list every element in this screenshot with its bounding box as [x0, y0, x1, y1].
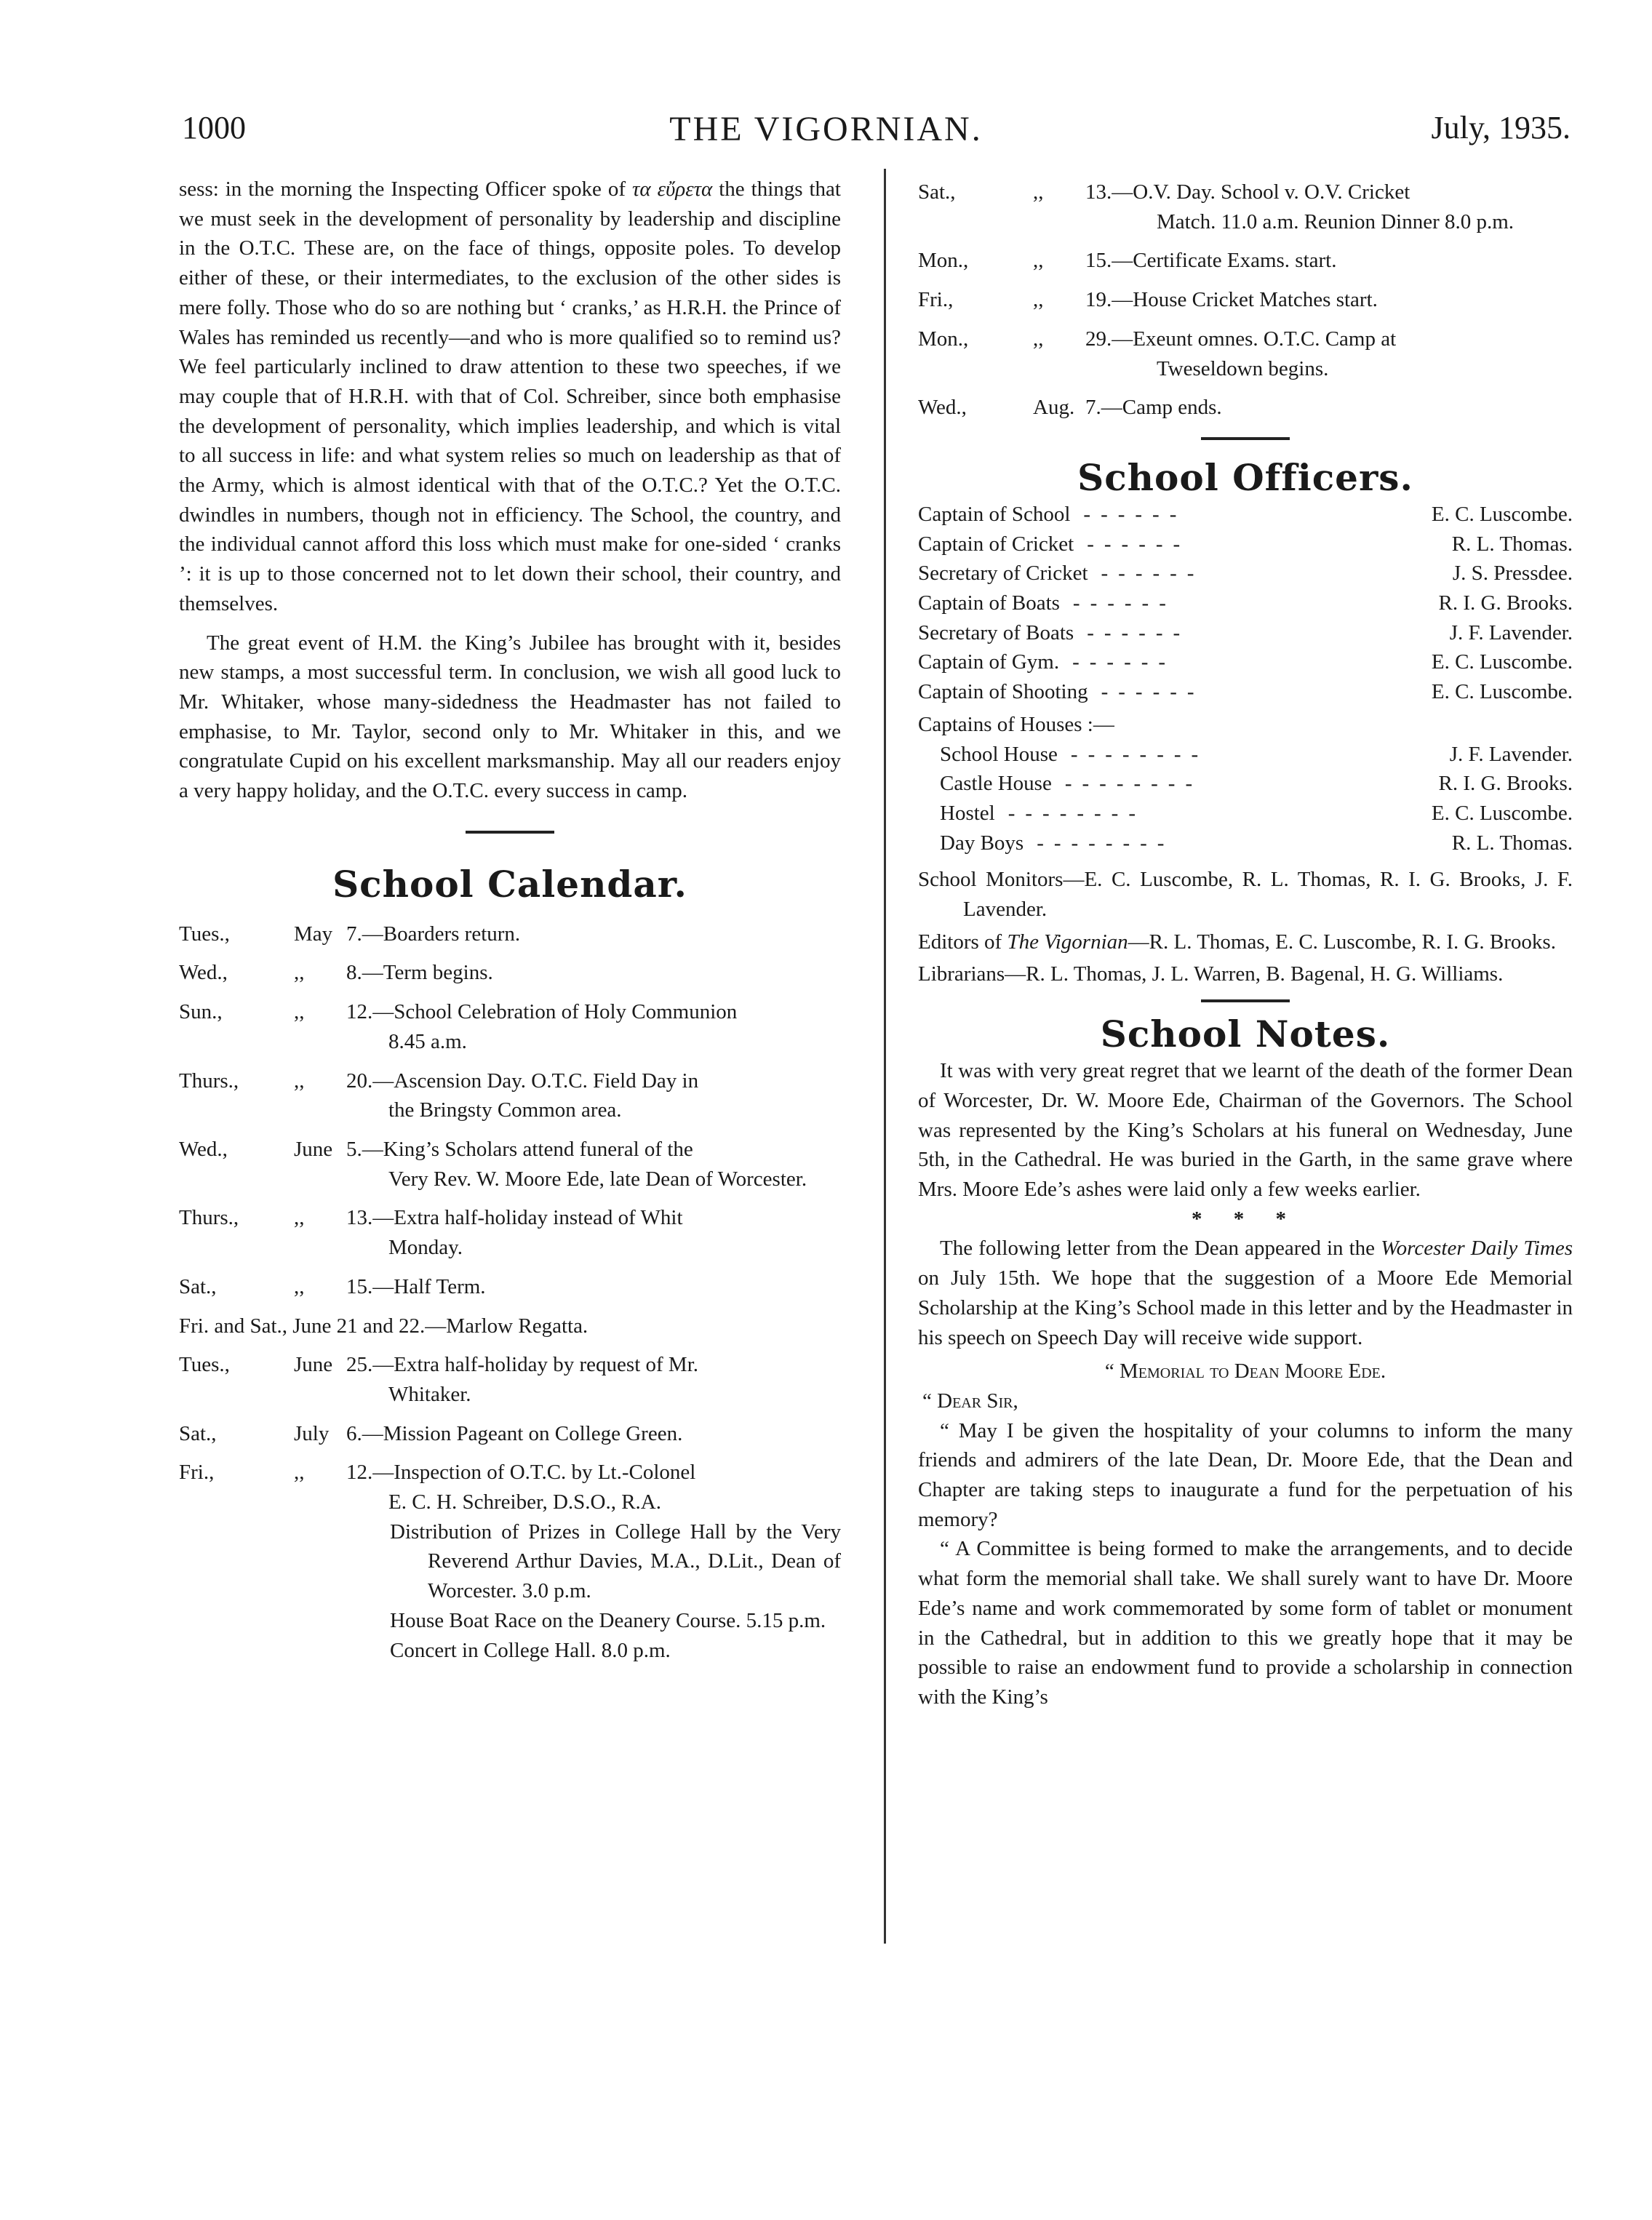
monitors-entry: School Monitors—E. C. Luscombe, R. L. Thomas, R. I. G. Brooks, J. F. Lavender.: [918, 868, 1573, 922]
calendar-extra: Distribution of Prizes in College Hall by the Very Reverend Arthur Davies, M.A., D.Lit., Dean of Worcester. 3.0 p.m. House Boat Race on the Deanery Course. 5.15 p.m. Concert in College Hall. 8.0 p.m.: [390, 1520, 841, 1662]
left-column: [179, 175, 841, 1665]
letter-salutation: “ Dear Sir,: [922, 1389, 1018, 1413]
calendar-heading: School Calendar.: [332, 862, 687, 906]
librarians-entry: Librarians—R. L. Thomas, J. L. Warren, B. Bagenal, H. G. Williams.: [918, 962, 1504, 986]
notes-paragraph: The following letter from the Dean appeared in the Worcester Daily Times on July 15th. We hope that the suggestion of a Moore Ede Memorial Scholarship at the King’s School made in this letter and by the Headmaster in his speech on Speech Day will receive wide support.: [918, 1237, 1573, 1349]
calendar-entry: Sat., ,, 13.—O.V. Day. School v. O.V. Cricket Match. 11.0 a.m. Reunion Dinner 8.0 p.m.: [918, 180, 1515, 233]
house-row: Day Boys -------- R. L. Thomas.: [940, 831, 1573, 855]
issue-date: July, 1935.: [1431, 110, 1571, 145]
officers-heading: School Officers.: [1077, 455, 1413, 499]
letter-paragraph: “ A Committee is being formed to make the arrangements, and to decide what form the memorial shall take. We shall surely want to have Dr. Moore Ede’s name and work commemorated by some form of tablet or monument in the Cathedral, but in addition to this we greatly hope that it may be possible to raise an endowment fund to provide a scholarship in connection with the King’s: [918, 1537, 1573, 1709]
officers-list: [918, 500, 1573, 989]
officer-row: Captain of Boats ------ R. I. G. Brooks.: [918, 591, 1573, 615]
officer-row: Secretary of Cricket ------ J. S. Pressdee.: [918, 562, 1573, 586]
calendar-entry: Wed., Aug. 7.—Camp ends.: [918, 396, 1222, 420]
letter-paragraph: “ May I be given the hospitality of your columns to inform the many friends and admirers of the late Dean, Dr. Moore Ede, that the Dean and Chapter are taking steps to inaugurate a fund for the perpetuation of his memory?: [918, 1418, 1573, 1531]
section-rule: [1201, 437, 1290, 440]
notes-paragraph: It was with very great regret that we learnt of the death of the former Dean of Worcester, Dr. W. Moore Ede, Chairman of the Governors. The School was represented by the King’s Scholars at his funeral on Wednesday, June 5th, in the Cathedral. He was buried in the Garth, in the same grave where Mrs. Moore Ede’s ashes were laid only a few weeks earlier.: [918, 1059, 1573, 1201]
page-title: THE VIGORNIAN.: [669, 110, 983, 148]
memorial-heading: “ Memorial to Dean Moore Ede.: [1104, 1359, 1386, 1383]
section-stars: * * *: [1192, 1207, 1299, 1231]
notes-heading: School Notes.: [1100, 1013, 1391, 1056]
officer-row: Captain of Cricket ------ R. L. Thomas.: [918, 532, 1573, 556]
officer-row: Captain of School ------ E. C. Luscombe.: [918, 502, 1573, 526]
officer-row: Captain of Shooting ------ E. C. Luscombe.: [918, 680, 1573, 704]
house-row: School House -------- J. F. Lavender.: [940, 742, 1573, 766]
house-row: Hostel -------- E. C. Luscombe.: [940, 801, 1573, 825]
calendar-entry: Fri., ,, 12.—Inspection of O.T.C. by Lt.-Colonel E. C. H. Schreiber, D.S.O., R.A.: [179, 1461, 696, 1514]
section-rule: [1201, 999, 1290, 1002]
jubilee-paragraph: The great event of H.M. the King’s Jubilee has brought with it, besides new stamps, a most successful term. In conclusion, we wish all good luck to Mr. Whitaker, whose many-sidedness the Headmaster has not failed to emphasise, to Mr. Taylor, second only to Mr. Whitaker in this, and we congratulate Cupid on his excellent marksmanship. May all our readers enjoy a very happy holiday, and the O.T.C. every success in camp.: [179, 631, 841, 803]
calendar-entry: Fri., ,, 19.—House Cricket Matches start.: [918, 288, 1378, 312]
calendar-entry: Wed., ,, 8.—Term begins.: [179, 961, 493, 985]
column-divider: [884, 169, 886, 1944]
calendar-entry: Thurs., ,, 20.—Ascension Day. O.T.C. Field Day in the Bringsty Common area.: [179, 1069, 699, 1122]
calendar-entry: Sat., ,, 15.—Half Term.: [179, 1274, 486, 1298]
calendar-entry: Sun., ,, 12.—School Celebration of Holy Communion 8.45 a.m.: [179, 1000, 738, 1053]
house-row: Castle House -------- R. I. G. Brooks.: [940, 772, 1573, 796]
page-number: 1000: [182, 110, 246, 145]
calendar-entry: Tues., June 25.—Extra half-holiday by request of Mr. Whitaker.: [179, 1353, 699, 1406]
intro-paragraph: sess: in the morning the Inspecting Officer spoke of τα εὔρετα the things that we must seek in the development of personality by leadership and discipline in the O.T.C. These are, on the face of things, opposite poles. To develop either of these, or their intermediates, to the exclusion of the other sides is mere folly. Those who do so are nothing but ‘ cranks,’ as H.R.H. the Prince of Wales has reminded us recently—and who is more qualified so to remind us? We feel particularly inclined to draw attention to these two speeches, if we may couple that of H.R.H. with that of Col. Schreiber, since both emphasise the development of personality, which implies leadership, and which is vital to all success in life: and what system relies so much on leadership as that of the Army, which is almost identical with that of the O.T.C.? Yet the O.T.C. dwindles in numbers, though not in efficiency. The School, the country, and the individual cannot afford this loss which must make for one-sided ‘ cranks ’: it is up to those concerned not to let down their school, their country, and themselves.: [179, 177, 841, 615]
calendar-entry-marlow: Fri. and Sat., June 21 and 22.—Marlow Regatta.: [179, 1314, 588, 1338]
editors-entry: Editors of The Vigornian—R. L. Thomas, E. C. Luscombe, R. I. G. Brooks.: [918, 930, 1556, 954]
calendar-entry: Wed., June 5.—King’s Scholars attend funeral of the Very Rev. W. Moore Ede, late Dean of Worcester.: [179, 1137, 807, 1191]
calendar-entry: Mon., ,, 15.—Certificate Exams. start.: [918, 249, 1337, 273]
officer-row: Captain of Gym. ------ E. C. Luscombe.: [918, 650, 1573, 674]
calendar-entry: Thurs., ,, 13.—Extra half-holiday instead of Whit Monday.: [179, 1206, 683, 1260]
calendar-list: [179, 919, 841, 1665]
section-rule: [466, 831, 554, 834]
right-column: [918, 177, 1573, 1712]
calendar-entry: Tues., May 7.—Boarders return.: [179, 922, 521, 946]
calendar-entry: Mon., ,, 29.—Exeunt omnes. O.T.C. Camp at Tweseldown begins.: [918, 327, 1397, 380]
houses-label: Captains of Houses :—: [918, 712, 1114, 736]
calendar-entry: Sat., July 6.—Mission Pageant on College Green.: [179, 1421, 683, 1445]
officer-row: Secretary of Boats ------ J. F. Lavender.: [918, 620, 1573, 644]
calendar-list-continued: [918, 177, 1573, 423]
